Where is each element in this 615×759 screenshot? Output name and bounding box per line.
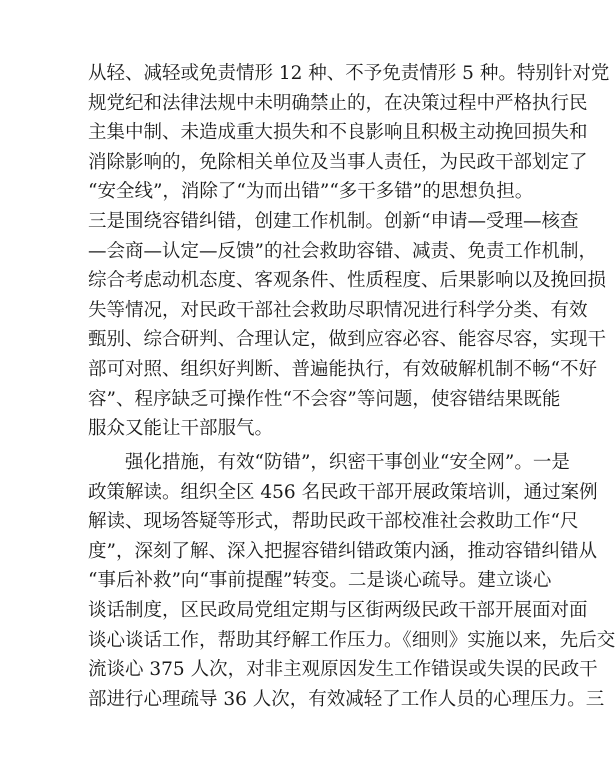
paragraph-line: 谈话制度，区民政局党组定期与区街两级民政干部开展面对面 bbox=[88, 599, 588, 621]
paragraph-line: 强化措施，有效“防错”，织密干事创业“安全网”。一是 bbox=[125, 452, 570, 473]
paragraph-line: 容”、程序缺乏可操作性“不会容”等问题，使容错结果既能 bbox=[88, 388, 561, 410]
paragraph-line: 部可对照、组织好判断、普遍能执行，有效破解机制不畅“不好 bbox=[88, 358, 597, 380]
paragraph-line: —会商—认定—反馈”的社会救助容错、减责、免责工作机制， bbox=[88, 240, 597, 262]
paragraph-line: 流谈心 375 人次，对非主观原因发生工作错误或失误的民政干 bbox=[88, 659, 598, 681]
paragraph-line: 解读、现场答疑等形式，帮助民政干部校准社会救助工作“尺 bbox=[88, 511, 579, 533]
paragraph-line: 消除影响的，免除相关单位及当事人责任，为民政干部划定了 bbox=[88, 151, 588, 173]
paragraph-line: 甄别、综合研判、合理认定，做到应容必容、能容尽容，实现干 bbox=[88, 329, 607, 351]
paragraph-line: 三是围绕容错纠错，创建工作机制。创新“申请—受理—核查 bbox=[88, 210, 579, 232]
paragraph-line: “安全线”，消除了“为而出错”“多干多错”的思想负担。 bbox=[88, 181, 534, 203]
paragraph-line: 从轻、减轻或免责情形 12 种、不予免责情形 5 种。特别针对党 bbox=[88, 63, 610, 84]
paragraph-line: 规党纪和法律法规中未明确禁止的，在决策过程中严格执行民 bbox=[88, 92, 588, 114]
paragraph-line: 部进行心理疏导 36 人次，有效减轻了工作人员的心理压力。三 bbox=[88, 688, 605, 710]
paragraph-line: “事后补救”向“事前提醒”转变。二是谈心疏导。建立谈心 bbox=[88, 570, 552, 592]
paragraph-line: 度”，深刻了解、深入把握容错纠错政策内涵，推动容错纠错从 bbox=[88, 540, 597, 562]
paragraph-1 bbox=[88, 59, 610, 444]
paragraph-line: 政策解读。组织全区 456 名民政干部开展政策培训，通过案例 bbox=[88, 481, 598, 503]
paragraph-line: 服众又能让干部服气。 bbox=[88, 418, 274, 440]
paragraph-2 bbox=[88, 448, 615, 714]
paragraph-line: 失等情况，对民政干部社会救助尽职情况进行科学分类、有效 bbox=[88, 299, 588, 321]
paragraph-line: 主集中制、未造成重大损失和不良影响且积极主动挽回损失和 bbox=[88, 122, 588, 144]
paragraph-line: 综合考虑动机态度、客观条件、性质程度、后果影响以及挽回损 bbox=[88, 270, 607, 292]
paragraph-line: 谈心谈话工作，帮助其纾解工作压力。《细则》实施以来，先后交 bbox=[88, 629, 615, 651]
